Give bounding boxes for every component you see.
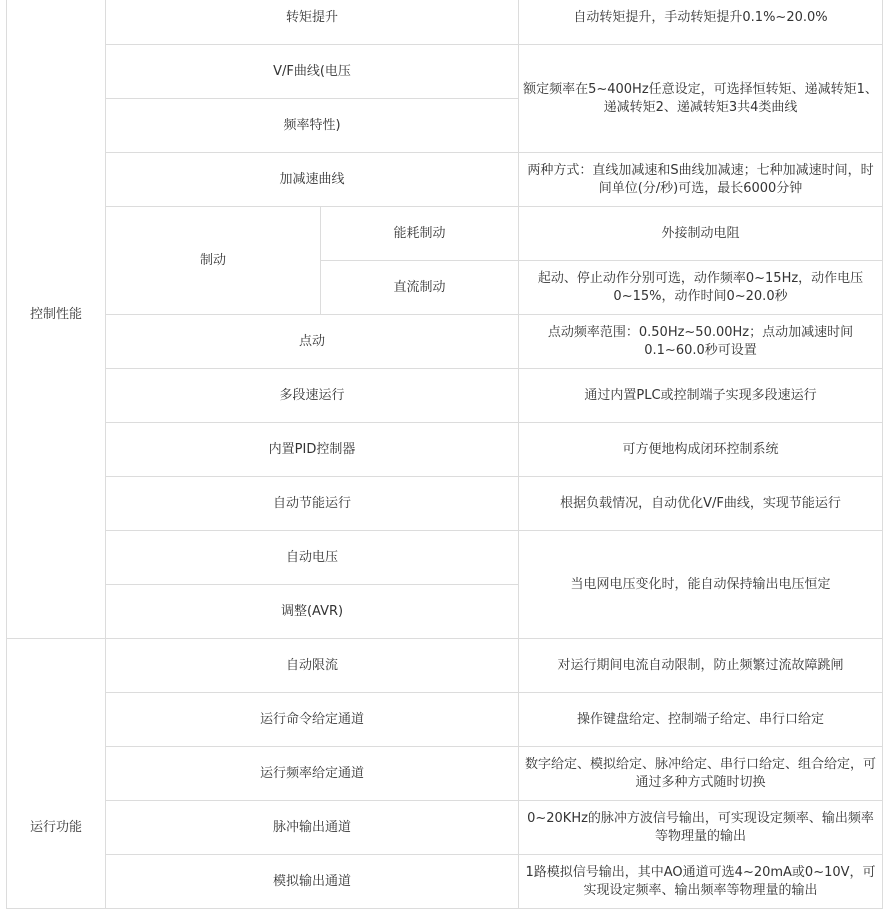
- item-braking-dc: 直流制动: [321, 261, 519, 315]
- group-operation-label: 运行功能: [29, 819, 82, 835]
- item-analog-out: 模拟输出通道: [106, 855, 519, 909]
- desc-accel-curve: 两种方式：直线加减速和S曲线加减速；七种加减速时间，时间单位(分/秒)可选，最长6000分钟: [519, 153, 883, 207]
- item-multi-speed: 多段速运行: [106, 369, 519, 423]
- desc-energy-saving: 根据负载情况，自动优化V/F曲线，实现节能运行: [519, 477, 883, 531]
- item-braking: 制动: [106, 207, 321, 315]
- table-row: [7, 693, 883, 747]
- item-avr-line1: 自动电压: [106, 531, 519, 585]
- desc-pid: 可方便地构成闭环控制系统: [519, 423, 883, 477]
- table-row: [7, 531, 883, 585]
- table-row: [7, 801, 883, 855]
- desc-vf-curve: 额定频率在5~400Hz任意设定，可选择恒转矩、递减转矩1、递减转矩2、递减转矩3共4类曲线: [519, 45, 883, 153]
- desc-freq-channel: 数字给定、模拟给定、脉冲给定、串行口给定、组合给定，可通过多种方式随时切换: [519, 747, 883, 801]
- item-braking-energy: 能耗制动: [321, 207, 519, 261]
- item-vf-curve-line2: 频率特性): [106, 99, 519, 153]
- table-row: [7, 153, 883, 207]
- item-energy-saving: 自动节能运行: [106, 477, 519, 531]
- spec-table: [6, 0, 883, 909]
- group-operation-function: [7, 639, 106, 909]
- desc-cmd-channel: 操作键盘给定、控制端子给定、串行口给定: [519, 693, 883, 747]
- table-row: [7, 855, 883, 909]
- desc-pulse-out: 0~20KHz的脉冲方波信号输出，可实现设定频率、输出频率等物理量的输出: [519, 801, 883, 855]
- item-cmd-channel: 运行命令给定通道: [106, 693, 519, 747]
- table-row: [7, 747, 883, 801]
- item-accel-curve: 加减速曲线: [106, 153, 519, 207]
- table-row: [7, 477, 883, 531]
- item-jog: 点动: [106, 315, 519, 369]
- item-vf-curve-line1: V/F曲线(电压: [106, 45, 519, 99]
- desc-jog: 点动频率范围：0.50Hz~50.00Hz；点动加减速时间0.1~60.0秒可设置: [519, 315, 883, 369]
- group-control-performance: 控制性能: [7, 0, 106, 639]
- desc-current-limit: 对运行期间电流自动限制，防止频繁过流故障跳闸: [519, 639, 883, 693]
- desc-analog-out: 1路模拟信号输出，其中AO通道可选4~20mA或0~10V，可实现设定频率、输出频率等物理量的输出: [519, 855, 883, 909]
- item-torque-boost: 转矩提升: [106, 0, 519, 45]
- item-avr-line2: 调整(AVR): [106, 585, 519, 639]
- desc-multi-speed: 通过内置PLC或控制端子实现多段速运行: [519, 369, 883, 423]
- table-row: [7, 0, 883, 45]
- table-row: [7, 423, 883, 477]
- table-row: [7, 45, 883, 99]
- item-pid: 内置PID控制器: [106, 423, 519, 477]
- table-row: [7, 369, 883, 423]
- table-row: [7, 639, 883, 693]
- desc-braking-dc: 起动、停止动作分别可选，动作频率0~15Hz，动作电压0~15%，动作时间0~20.0秒: [519, 261, 883, 315]
- table-row: [7, 315, 883, 369]
- item-current-limit: 自动限流: [106, 639, 519, 693]
- desc-torque-boost: 自动转矩提升，手动转矩提升0.1%~20.0%: [519, 0, 883, 45]
- table-row: [7, 207, 883, 261]
- desc-avr: 当电网电压变化时，能自动保持输出电压恒定: [519, 531, 883, 639]
- desc-braking-energy: 外接制动电阻: [519, 207, 883, 261]
- item-freq-channel: 运行频率给定通道: [106, 747, 519, 801]
- item-pulse-out: 脉冲输出通道: [106, 801, 519, 855]
